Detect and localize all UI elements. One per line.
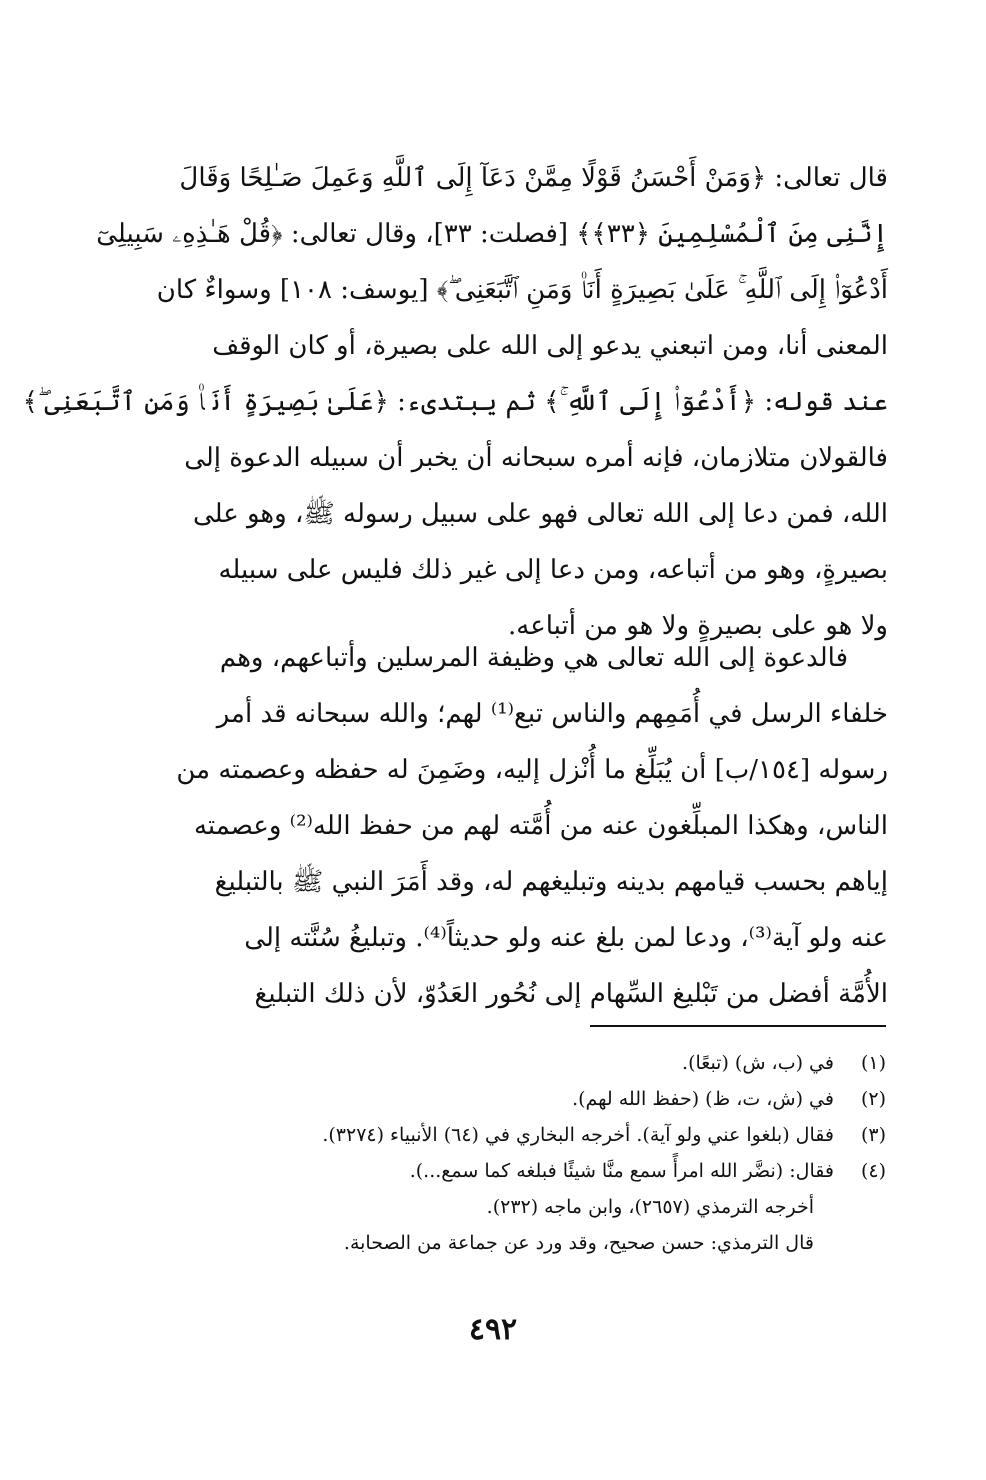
text-line: رسوله [١٥٤/ب] أن يُبَلِّغ ما أُنْزل إليه، وضَمِنَ له حفظه وعصمته من <box>176 755 888 785</box>
text-line: الناس، وهكذا المبلِّغون عنه من أُمَّته لهم من حفظ الله⁽²⁾ وعصمته <box>193 811 888 841</box>
footnote-number: (٣) <box>860 1124 886 1146</box>
text-line: المعنى أنا، ومن اتبعني يدعو إلى الله على بصيرة، أو كان الوقف <box>212 331 888 361</box>
footnote-3 <box>150 1117 886 1153</box>
text-line: عنه ولو آية⁽³⁾، ودعا لمن بلغ عنه ولو حديثاً⁽⁴⁾. وتبليغُ سُنَّته إلى <box>244 923 888 953</box>
paragraph-2 <box>118 630 888 1022</box>
footnote-text: في (ش، ت، ظ) (حفظ الله لهم). <box>572 1088 834 1110</box>
text-line: الله، فمن دعا إلى الله تعالى فهو على سبيل رسوله ﷺ، وهو على <box>192 499 888 529</box>
text-line: أَدْعُوٓا۟ إِلَى ٱللَّهِ ۚ عَلَىٰ بَصِيرَةٍ أَنَا۠ وَمَنِ ٱتَّبَعَنِى ۖ﴾ [يوسف: ١٠٨] وسواءٌ كان <box>156 275 888 305</box>
text-line: ولا هو على بصيرةٍ ولا هو من أتباعه. <box>508 611 888 641</box>
paragraph-1 <box>22 150 888 654</box>
text-line: قال تعالى: ﴿وَمَنْ أَحْسَنُ قَوْلًا مِمَّنْ دَعَآ إِلَى ٱللَّهِ وَعَمِلَ صَـٰلِحًا وَقَالَ <box>179 163 888 193</box>
footnote-number: (١) <box>860 1052 886 1074</box>
footnote-4 <box>150 1153 886 1189</box>
page-number: ٤٩٢ <box>468 1312 518 1347</box>
footnote-number: (٤) <box>860 1160 886 1182</box>
text-line: فالقولان متلازمان، فإنه أمره سبحانه أن يخبر أن سبيله الدعوة إلى <box>184 443 888 473</box>
text-line: إِنَّنِى مِنَ ٱلْمُسْلِمِينَ ﴿٣٣﴾﴾ [فصلت: ٣٣]، وقال تعالى: ﴿قُلْ هَـٰذِهِۦ سَبِيلِىٓ <box>96 219 888 249</box>
footnote-number: (٢) <box>860 1088 886 1110</box>
footnotes <box>150 1045 886 1261</box>
text-line: خلفاء الرسل في أُمَمِهم والناس تبع⁽¹⁾ لهم؛ والله سبحانه قد أمر <box>216 699 888 729</box>
footnote-4-continuation: أخرجه الترمذي (٢٦٥٧)، وابن ماجه (٢٣٢). <box>486 1196 814 1218</box>
text-line: الأُمَّة أفضل من تَبْليغ السِّهام إلى نُحُور العَدُوّ، لأن ذلك التبليغ <box>254 979 888 1009</box>
text-line: عند قوله: ﴿أَدْعُوٓا۟ إِلَى ٱللَّهِ ۚ﴾ ثم يبتدىء: ﴿عَلَىٰ بَصِيرَةٍ أَنَا۠ وَمَنِ ٱتَّبَعَنِى ۖ﴾ <box>22 387 888 417</box>
footnote-text: فقال (بلغوا عني ولو آية). أخرجه البخاري في (٦٤) الأنبياء (٣٢٧٤). <box>322 1124 834 1146</box>
footnote-1 <box>150 1045 886 1081</box>
text-line: بصيرةٍ، وهو من أتباعه، ومن دعا إلى غير ذلك فليس على سبيله <box>218 555 888 585</box>
text-line: إياهم بحسب قيامهم بدينه وتبليغهم له، وقد أَمَرَ النبي ﷺ بالتبليغ <box>214 867 888 897</box>
footnote-text: فقال: (نضَّر الله امرأً سمع منَّا شيئًا فبلغه كما سمع...). <box>409 1160 834 1182</box>
footnote-4-continuation: قال الترمذي: حسن صحيح، وقد ورد عن جماعة من الصحابة. <box>343 1232 814 1254</box>
footnote-text: في (ب، ش) (تبعًا). <box>682 1052 834 1074</box>
footnote-divider <box>590 1025 886 1027</box>
footnote-2 <box>150 1081 886 1117</box>
text-line: فالدعوة إلى الله تعالى هي وظيفة المرسلين وأتباعهم، وهم <box>219 643 848 673</box>
